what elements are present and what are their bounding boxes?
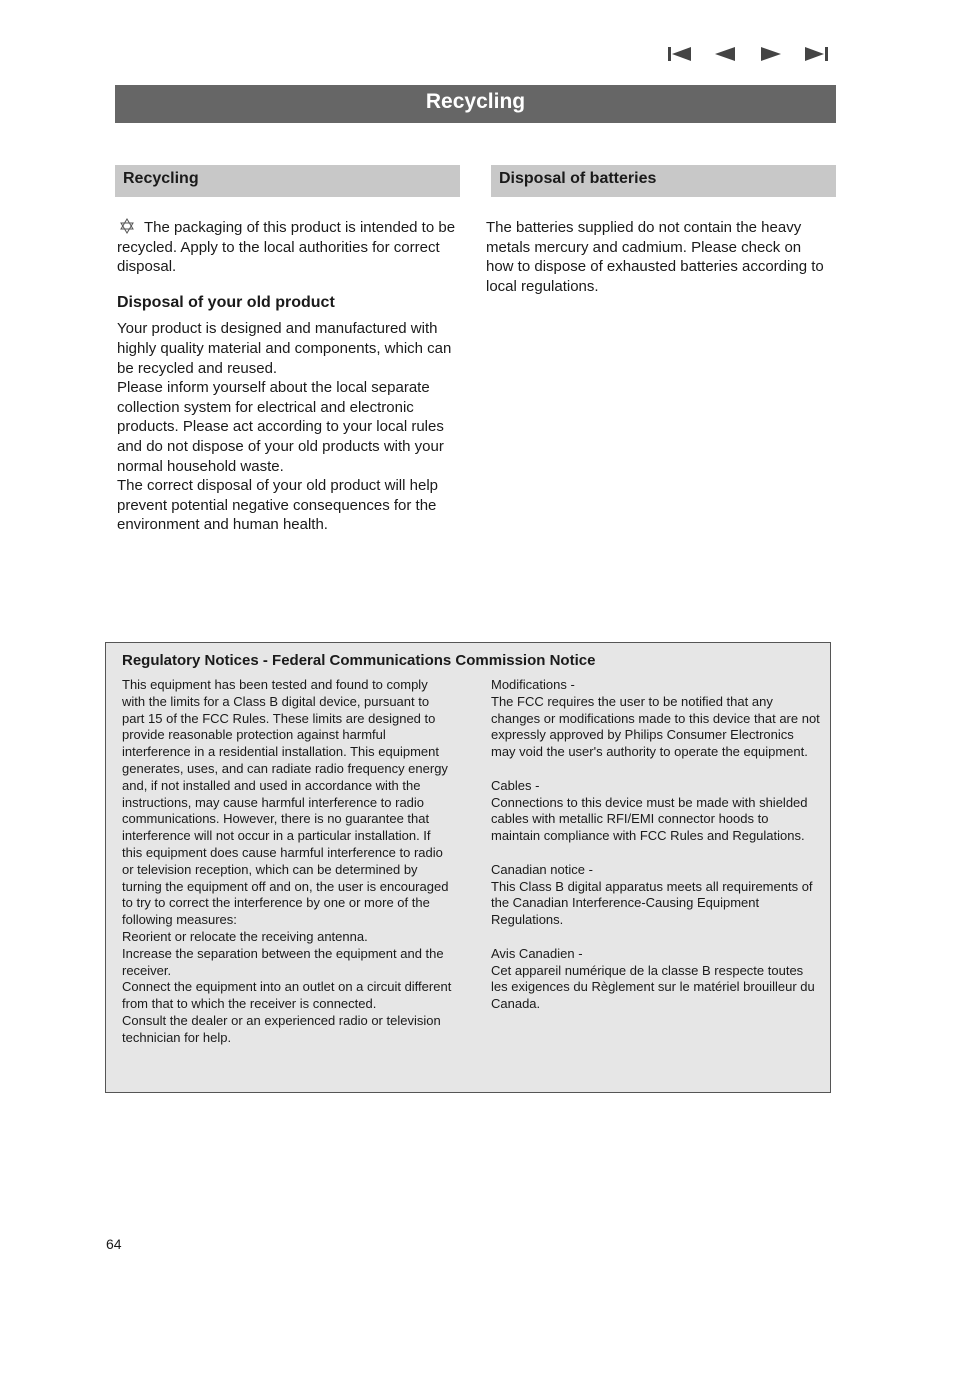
notice-left-column — [122, 677, 452, 1047]
batteries-text: The batteries supplied do not contain the heavy metals mercury and cadmium. Please check on how to dispose of exhausted batteries according to local regulations. — [486, 219, 824, 295]
old-product-paragraph: Your product is designed and manufactured with highly quality material and components, which can be recycled and reused. — [117, 320, 452, 377]
page-title: Recycling — [115, 85, 836, 123]
cables-label: Cables - — [491, 777, 540, 793]
section-heading-recycling: Recycling — [115, 165, 460, 197]
next-page-button[interactable] — [757, 42, 785, 66]
batteries-column — [486, 218, 831, 296]
notice-measure: Connect the equipment into an outlet on a circuit different from that to which the receiver is connected. — [122, 979, 452, 1012]
modifications-text: The FCC requires the user to be notified that any changes or modifications made to this device that are not expressly approved by Philips Consumer Electronics may void the user's authority to operate the equipment. — [491, 693, 820, 760]
avis-canadien-label: Avis Canadien - — [491, 945, 583, 961]
old-product-heading: Disposal of your old product — [117, 293, 335, 311]
page-navigation — [666, 42, 830, 66]
recycling-column — [117, 218, 467, 535]
notice-right-column — [491, 677, 821, 1013]
first-page-button[interactable] — [666, 42, 694, 66]
cables-text: Connections to this device must be made with shielded cables with metallic RFI/EMI connector hoods to maintain compliance with FCC Rules and Regulations. — [491, 794, 808, 844]
notice-paragraph: This equipment has been tested and found to comply with the limits for a Class B digital device, pursuant to part 15 of the FCC Rules. These limits are designed to provide reasonable protection against harmful interference in a residential installation. This equipment generates, uses, and can radiate radio frequency energy and, if not installed and used in accordance with the instructions, may cause harmful interference to radio communications. However, there is no guarantee that interference will not occur in a particular installation. If this equipment does cause harmful interference to radio or television reception, which can be determined by turning the equipment off and on, the user is encouraged to try to correct the interference by one or more of the following measures: — [122, 677, 449, 928]
page-number: 64 — [106, 1236, 122, 1252]
recycling-intro — [117, 218, 467, 277]
section-heading-batteries: Disposal of batteries — [491, 165, 836, 197]
notice-title: Regulatory Notices - Federal Communications Commission Notice — [122, 652, 596, 669]
first-page-icon — [667, 46, 693, 62]
old-product-paragraph: Please inform yourself about the local separate collection system for electrical and electronic products. Please act according to your local rules and do not dispose of your old products with your normal household waste. — [117, 379, 444, 475]
last-page-button[interactable] — [802, 42, 830, 66]
recycling-intro-text: The packaging of this product is intended to be recycled. Apply to the local authorities for correct disposal. — [117, 219, 456, 276]
avis-canadien-text: Cet appareil numérique de la classe B respecte toutes les exigences du Règlement sur le matériel brouilleur du Canada. — [491, 962, 815, 1012]
next-page-icon — [759, 46, 783, 62]
previous-page-button[interactable] — [711, 42, 739, 66]
regulatory-notice-box — [105, 642, 831, 1093]
modifications-label: Modifications - — [491, 677, 575, 692]
last-page-icon — [803, 46, 829, 62]
previous-page-icon — [713, 46, 737, 62]
recycle-icon — [117, 218, 137, 234]
canadian-notice-text: This Class B digital apparatus meets all requirements of the Canadian Interference-Causing Equipment Regulations. — [491, 878, 813, 928]
notice-measure: Increase the separation between the equipment and the receiver. — [122, 945, 444, 978]
notice-measure: Reorient or relocate the receiving antenna. — [122, 928, 368, 944]
old-product-paragraph: The correct disposal of your old product will help prevent potential negative consequences for the environment and human health. — [117, 477, 438, 534]
notice-measure: Consult the dealer or an experienced radio or television technician for help. — [122, 1012, 441, 1045]
canadian-notice-label: Canadian notice - — [491, 861, 593, 877]
